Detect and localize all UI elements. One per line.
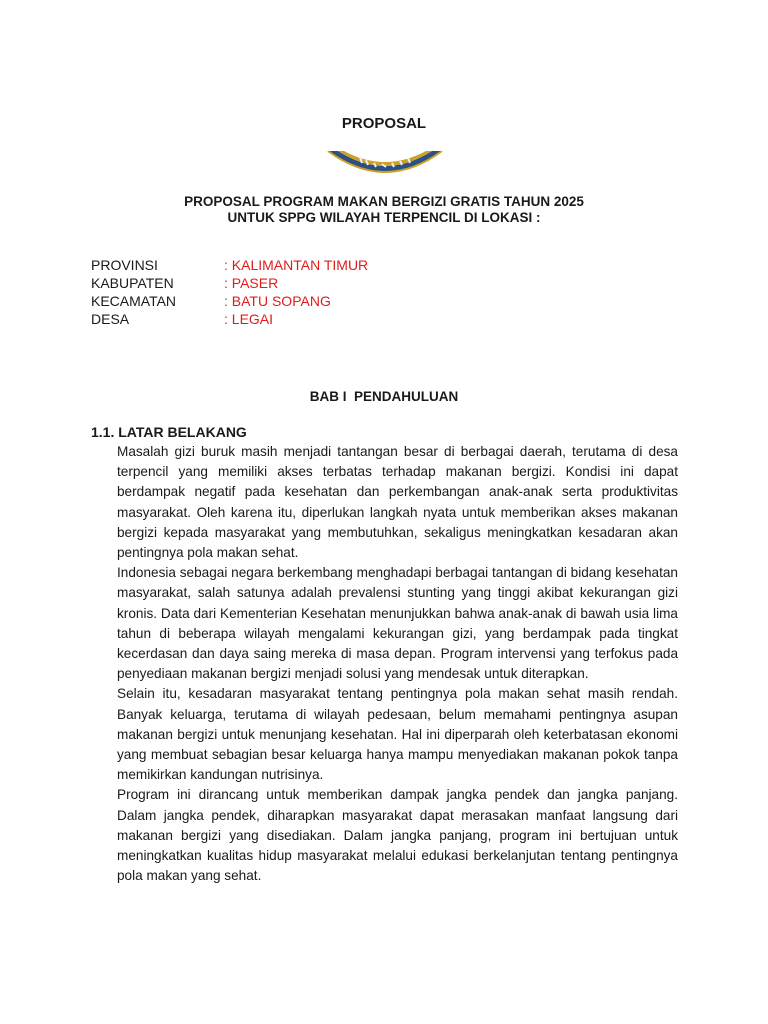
- subtitle-line: PROPOSAL PROGRAM MAKAN BERGIZI GRATIS TAHUN 2025: [184, 194, 584, 209]
- paragraph: Indonesia sebagai negara berkembang menghadapi berbagai tantangan di bidang kesehatan masyarakat, salah satunya adalah prevalensi stunting yang tinggi akibat kekurangan gizi kronis. Data dari Kementerian Kesehatan menunjukkan bahwa anak-anak di bawah usia lima tahun di beberapa wilayah mengalami kekurangan gizi, yang berdampak pada tingkat kecerdasan dan daya saing mereka di masa depan. Program intervensi yang terfokus pada penyediaan makanan bergizi menjadi solusi yang mendesak untuk diterapkan.: [117, 565, 678, 682]
- location-row-desa: [91, 310, 368, 328]
- location-table: [91, 256, 368, 328]
- location-key: KECAMATAN: [91, 293, 177, 309]
- location-row-provinsi: [91, 256, 368, 274]
- location-key: KABUPATEN: [91, 275, 174, 291]
- subtitle-line: UNTUK SPPG WILAYAH TERPENCIL DI LOKASI :: [227, 210, 541, 225]
- chapter-heading: BAB I PENDAHULUAN: [309, 389, 459, 404]
- location-key: DESA: [91, 311, 130, 327]
- section-body: [117, 442, 678, 886]
- section-heading: 1.1. LATAR BELAKANG: [91, 424, 247, 440]
- location-row-kabupaten: [91, 274, 368, 292]
- proposal-subtitle: [0, 194, 768, 226]
- document-title: PROPOSAL: [341, 115, 427, 132]
- location-row-kecamatan: [91, 292, 368, 310]
- location-value: : KALIMANTAN TIMUR: [224, 257, 369, 273]
- paragraph: Program ini dirancang untuk memberikan dampak jangka pendek dan jangka panjang. Dalam jangka pendek, diharapkan masyarakat dapat merasakan manfaat langsung dari makanan bergizi yang disediakan. Dalam jangka panjang, program ini bertujuan untuk meningkatkan kualitas hidup masyarakat melalui edukasi berkelanjutan tentang pentingnya pola makan yang sehat.: [117, 787, 678, 884]
- paragraph: Masalah gizi buruk masih menjadi tantangan besar di berbagai daerah, terutama di desa terpencil yang memiliki akses terbatas terhadap makanan bergizi. Kondisi ini dapat berdampak negatif pada kesehatan dan perkembangan anak-anak serta produktivitas masyarakat. Oleh karena itu, diperlukan langkah nyata untuk memberikan akses makanan bergizi kepada masyarakat yang membutuhkan, sekaligus meningkatkan kesadaran akan pentingnya pola makan sehat.: [117, 444, 678, 561]
- paragraph: Selain itu, kesadaran masyarakat tentang pentingnya pola makan sehat masih rendah. Banyak keluarga, terutama di wilayah pedesaan, belum memahami pentingnya asupan makanan bergizi untuk menunjang kesehatan. Hal ini diperparah oleh keterbatasan ekonomi yang membuat sebagian besar keluarga hanya mampu menyediakan makanan pokok tanpa memikirkan kandungan nutrisinya.: [117, 686, 678, 783]
- location-value: : BATU SOPANG: [224, 293, 331, 309]
- location-value: : LEGAI: [224, 311, 274, 327]
- location-value: : PASER: [224, 275, 279, 291]
- location-key: PROVINSI: [91, 257, 158, 273]
- emblem-logo: [326, 151, 444, 173]
